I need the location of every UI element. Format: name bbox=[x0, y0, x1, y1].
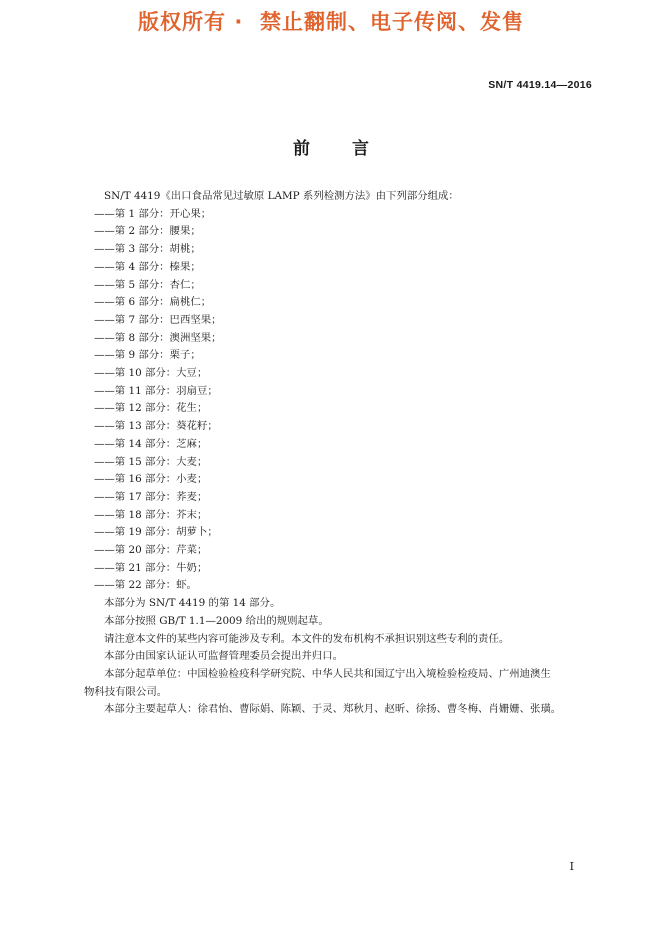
drafting-units-paragraph: 本部分起草单位：中国检验检疫科学研究院、中华人民共和国辽宁出入境检验检疫局、广州迪澳生 bbox=[104, 667, 551, 680]
list-item: ——第 5 部分：杏仁； bbox=[94, 278, 201, 291]
list-item: ——第 10 部分：大豆； bbox=[94, 367, 208, 380]
part-of-paragraph: 本部分为 SN/T 4419 的第 14 部分。 bbox=[104, 597, 281, 610]
list-item: ——第 14 部分：芝麻； bbox=[94, 437, 208, 450]
list-item: ——第 12 部分：花生； bbox=[94, 402, 208, 415]
proposer-paragraph: 本部分由国家认证认可监督管理委员会提出并归口。 bbox=[104, 650, 343, 663]
title-char-2: 言 bbox=[352, 139, 369, 159]
list-item: ——第 21 部分：牛奶； bbox=[94, 561, 208, 574]
list-item: ——第 7 部分：巴西坚果； bbox=[94, 313, 222, 326]
list-item: ——第 2 部分：腰果； bbox=[94, 225, 201, 238]
list-item: ——第 20 部分：芹菜； bbox=[94, 544, 208, 557]
copyright-watermark: 版权所有 · 禁止翻制、电子传阅、发售 bbox=[138, 10, 524, 34]
intro-paragraph: SN/T 4419《出口食品常见过敏原 LAMP 系列检测方法》由下列部分组成： bbox=[104, 190, 459, 202]
list-item: ——第 15 部分：大麦； bbox=[94, 455, 208, 468]
page-title bbox=[0, 134, 662, 159]
drafting-units-continuation: 物科技有限公司。 bbox=[84, 685, 168, 698]
list-item: ——第 1 部分：开心果； bbox=[94, 207, 212, 220]
list-item: ——第 4 部分：榛果； bbox=[94, 260, 201, 273]
title-char-1: 前 bbox=[293, 139, 310, 159]
document-number: SN/T 4419.14—2016 bbox=[488, 79, 592, 91]
rules-paragraph: 本部分按照 GB/T 1.1—2009 给出的规则起草。 bbox=[104, 614, 329, 627]
patent-paragraph: 请注意本文件的某些内容可能涉及专利。本文件的发布机构不承担识别这些专利的责任。 bbox=[104, 632, 510, 645]
list-item: ——第 13 部分：葵花籽； bbox=[94, 420, 218, 433]
list-item: ——第 9 部分：栗子； bbox=[94, 349, 201, 362]
list-item: ——第 17 部分：荞麦； bbox=[94, 490, 208, 503]
list-item: ——第 16 部分：小麦； bbox=[94, 473, 208, 486]
list-item: ——第 22 部分：虾。 bbox=[94, 579, 197, 592]
drafters-paragraph: 本部分主要起草人：徐君怡、曹际娟、陈颖、于灵、郑秋月、赵昕、徐扬、曹冬梅、肖姗姗、张璜。 bbox=[104, 703, 562, 716]
list-item: ——第 8 部分：澳洲坚果； bbox=[94, 331, 222, 344]
list-item: ——第 3 部分：胡桃； bbox=[94, 243, 201, 256]
list-item: ——第 6 部分：扁桃仁； bbox=[94, 296, 212, 309]
list-item: ——第 18 部分：芥末； bbox=[94, 508, 208, 521]
list-item: ——第 11 部分：羽扇豆； bbox=[94, 384, 218, 397]
page-number: I bbox=[569, 860, 574, 873]
foreword-body bbox=[84, 188, 594, 719]
list-item: ——第 19 部分：胡萝卜； bbox=[94, 526, 218, 539]
parts-list bbox=[94, 206, 594, 595]
